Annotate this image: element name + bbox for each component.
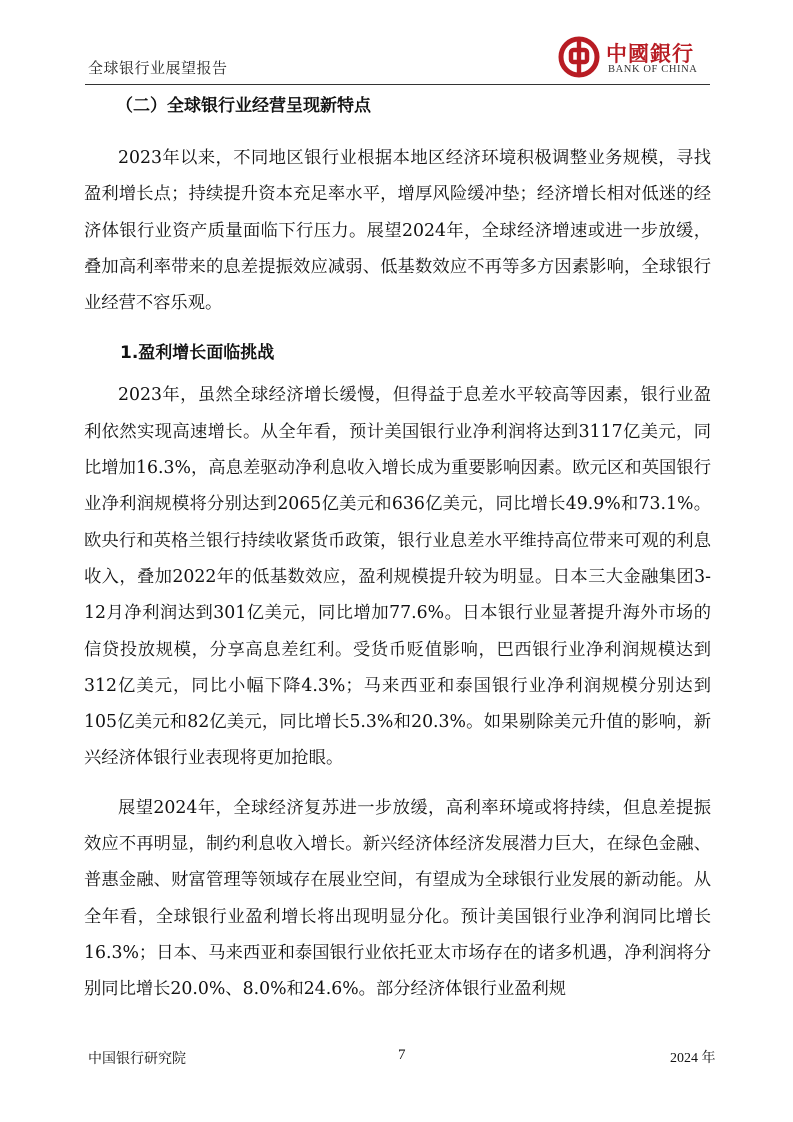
section-heading: （二）全球银行业经营呈现新特点 xyxy=(116,96,371,116)
page-body xyxy=(84,96,711,1008)
profit-2023-paragraph: 2023年，虽然全球经济增长缓慢，但得益于息差水平较高等因素，银行业盈利依然实现高速增长。从全年看，预计美国银行业净利润将达到3117亿美元，同比增加16.3%，高息差驱动净利息收入增长成为重要影响因素。欧元区和英国银行业净利润规模将分别达到2065亿美元和636亿美元，同比增长49.9%和73.1%。欧央行和英格兰银行持续收紧货币政策，银行业息差水平维持高位带来可观的利息收入，叠加2022年的低基数效应，盈利规模提升较为明显。日本三大金融集团3-12月净利润达到301亿美元，同比增加77.6%。日本银行业显著提升海外市场的信贷投放规模，分享高息差红利。受货币贬值影响，巴西银行业净利润规模达到312亿美元，同比小幅下降4.3%；马来西亚和泰国银行业净利润规模分别达到105亿美元和82亿美元，同比增长5.3%和20.3%。如果剔除美元升值的影响，新兴经济体银行业表现将更加抢眼。 xyxy=(84,385,711,769)
page-number: 7 xyxy=(398,1047,406,1063)
outlook-2024-paragraph: 展望2024年，全球经济复苏进一步放缓，高利率环境或将持续，但息差提振效应不再明显，制约利息收入增长。新兴经济体经济发展潜力巨大，在绿色金融、普惠金融、财富管理等领域存在展业空间，有望成为全球银行业发展的新动能。从全年看，全球银行业盈利增长将出现明显分化。预计美国银行业净利润同比增长16.3%；日本、马来西亚和泰国银行业依托亚太市场存在的诸多机遇，净利润将分别同比增长20.0%、8.0%和24.6%。部分经济体银行业盈利规 xyxy=(84,797,711,1000)
bank-logo xyxy=(558,36,710,80)
logo-english-name: BANK OF CHINA xyxy=(608,64,698,75)
report-title: 全球银行业展望报告 xyxy=(88,59,228,77)
logo-chinese-name: 中國銀行 xyxy=(606,41,694,66)
footer-year: 2024 年 xyxy=(670,1051,716,1066)
header-divider xyxy=(85,84,710,85)
intro-paragraph: 2023年以来，不同地区银行业根据本地区经济环境积极调整业务规模，寻找盈利增长点；持续提升资本充足率水平，增厚风险缓冲垫；经济增长相对低迷的经济体银行业资产质量面临下行压力。展望2024年，全球经济增速或进一步放缓，叠加高利率带来的息差提振效应减弱、低基数效应不再等多方因素影响，全球银行业经营不容乐观。 xyxy=(84,148,711,314)
footer-organization: 中国银行研究院 xyxy=(88,1051,186,1067)
subsection-heading: 1.盈利增长面临挑战 xyxy=(120,343,275,364)
bank-of-china-emblem-icon xyxy=(558,36,600,78)
